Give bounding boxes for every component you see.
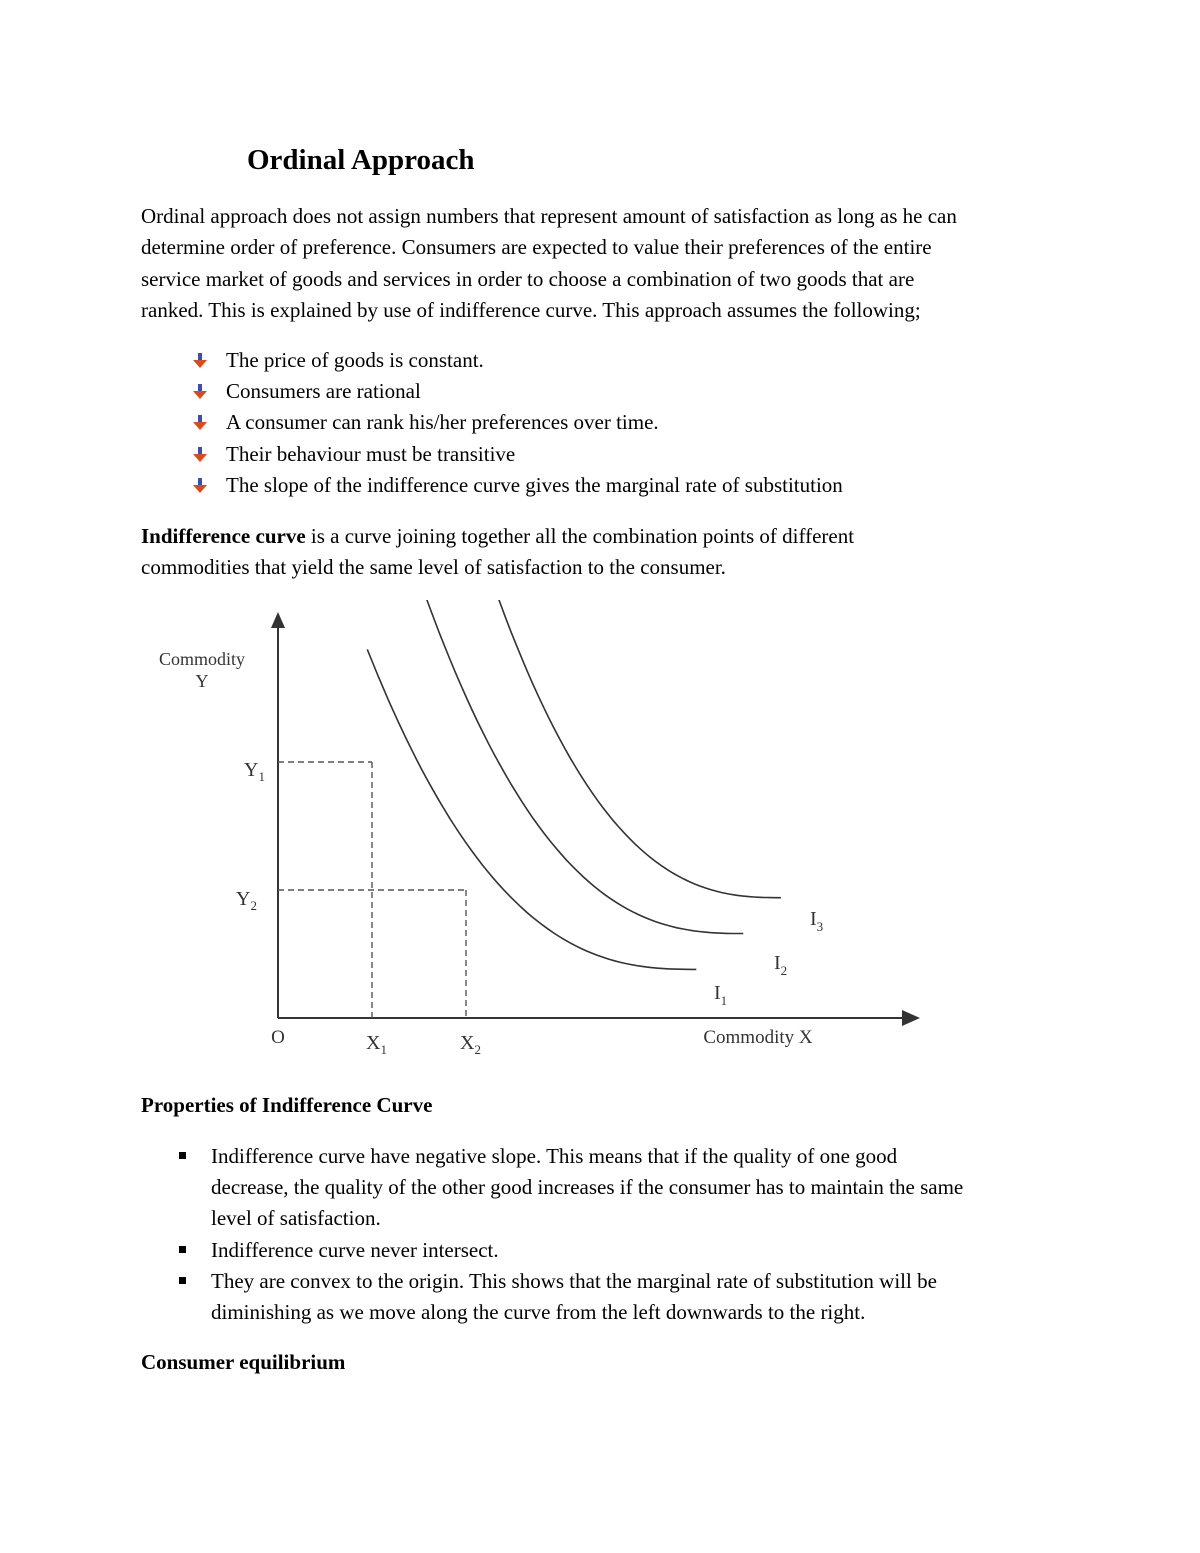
- x-tick-label-1: $X_1$: [366, 1032, 387, 1057]
- properties-list: [176, 1141, 1076, 1328]
- indifference-curve-i3: [457, 600, 781, 898]
- y-axis-label-2: Y: [195, 671, 209, 691]
- property-line: level of satisfaction.: [211, 1206, 381, 1231]
- curve-label-i3: $I_3$: [810, 908, 824, 934]
- square-bullet-icon: [179, 1277, 186, 1284]
- intro-line: Ordinal approach does not assign numbers that represent amount of satisfaction as long as he can: [141, 204, 957, 228]
- consumer-equilibrium-heading: Consumer equilibrium: [141, 1350, 346, 1374]
- x-tick-label-2: $X_2$: [460, 1032, 481, 1057]
- properties-heading: Properties of Indifference Curve: [141, 1093, 433, 1117]
- property-line: decrease, the quality of the other good increases if the consumer has to maintain the same: [211, 1175, 964, 1200]
- property-line: diminishing as we move along the curve from the left downwards to the right.: [211, 1300, 866, 1325]
- assumption-text: Their behaviour must be transitive: [226, 441, 516, 466]
- indifference-curve-definition: [141, 521, 1071, 584]
- intro-paragraph: [141, 201, 1071, 326]
- y-tick-label-1: $Y_1$: [244, 759, 265, 784]
- y-axis-arrow-icon: [271, 612, 285, 628]
- arrow-down-icon: [193, 415, 207, 431]
- intro-line: ranked. This is explained by use of indifference curve. This approach assumes the following;: [141, 297, 921, 322]
- arrow-down-icon: [193, 447, 207, 463]
- assumption-text: A consumer can rank his/her preferences over time.: [226, 410, 659, 435]
- indifference-curve-chart: [130, 600, 950, 1070]
- indifference-curve-i1: [367, 649, 696, 969]
- definition-line: commodities that yield the same level of satisfaction to the consumer.: [141, 555, 726, 580]
- definition-term: Indifference curve: [141, 524, 306, 548]
- list-item: [190, 345, 843, 376]
- arrow-down-icon: [193, 478, 207, 494]
- arrow-down-icon: [193, 384, 207, 400]
- curve-label-i1: $I_1$: [714, 982, 728, 1008]
- assumptions-list: [190, 345, 843, 501]
- square-bullet-icon: [179, 1246, 186, 1253]
- curve-label-i2: $I_2$: [774, 952, 788, 978]
- definition-text: is a curve joining together all the combination points of different: [305, 524, 855, 548]
- assumption-text: The price of goods is constant.: [226, 348, 484, 372]
- page-title: Ordinal Approach: [247, 144, 475, 176]
- list-item: [176, 1141, 1076, 1235]
- x-axis-arrow-icon: [902, 1010, 920, 1026]
- list-item: [190, 439, 843, 470]
- y-axis-label: Commodity: [158, 649, 246, 669]
- square-bullet-icon: [179, 1152, 186, 1159]
- property-line: Indifference curve never intersect.: [211, 1237, 499, 1262]
- arrow-down-icon: [193, 353, 207, 369]
- intro-line: determine order of preference. Consumers are expected to value their preferences of the entire: [141, 235, 932, 260]
- property-line: Indifference curve have negative slope. This means that if the quality of one good: [211, 1144, 898, 1168]
- dashed-guides: [278, 762, 466, 1018]
- property-line: They are convex to the origin. This shows that the marginal rate of substitution will be: [211, 1268, 937, 1293]
- assumption-text: The slope of the indifference curve gives the marginal rate of substitution: [226, 472, 843, 497]
- assumption-text: Consumers are rational: [226, 379, 421, 404]
- list-item: [176, 1235, 1076, 1266]
- definition-line: [141, 521, 1071, 552]
- list-item: [190, 470, 843, 501]
- list-item: [190, 376, 843, 407]
- x-axis-label: Commodity X: [703, 1027, 813, 1048]
- list-item: [176, 1266, 1076, 1328]
- origin-label: O: [271, 1027, 285, 1048]
- intro-line: service market of goods and services in order to choose a combination of two goods that are: [141, 266, 915, 291]
- y-tick-label-2: $Y_2$: [236, 888, 257, 913]
- list-item: [190, 407, 843, 438]
